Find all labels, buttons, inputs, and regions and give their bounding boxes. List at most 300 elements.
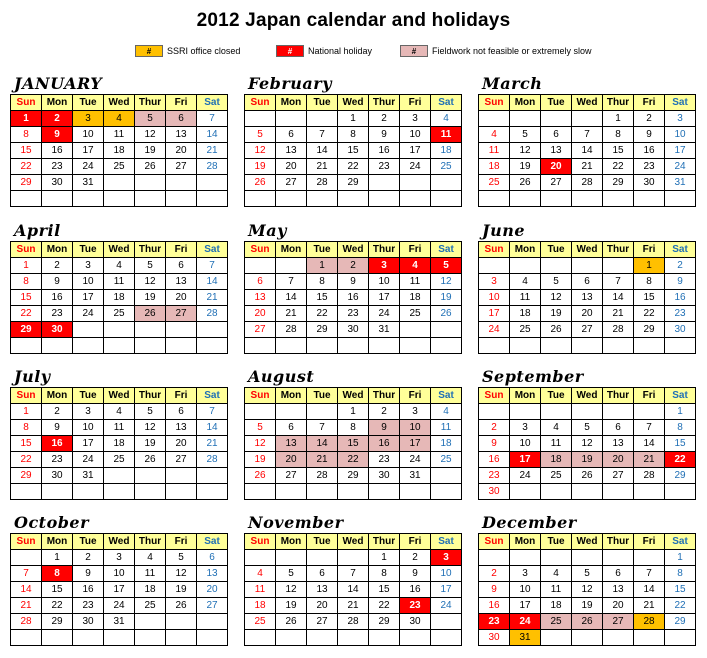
day-cell: 11	[245, 582, 276, 598]
legend-label-ssri: SSRI office closed	[167, 46, 241, 56]
day-cell: 17	[665, 143, 696, 159]
day-cell: 9	[479, 582, 510, 598]
week-row	[11, 111, 228, 127]
day-cell: 12	[510, 143, 541, 159]
day-cell: 2	[369, 111, 400, 127]
empty-cell	[338, 484, 369, 500]
day-cell: 28	[634, 468, 665, 484]
weekday-header: Sat	[197, 534, 228, 550]
empty-cell	[634, 404, 665, 420]
empty-cell	[307, 404, 338, 420]
empty-cell	[541, 484, 572, 500]
empty-cell	[541, 404, 572, 420]
empty-cell	[431, 614, 462, 630]
empty-cell	[541, 630, 572, 646]
empty-cell	[307, 111, 338, 127]
empty-cell	[572, 550, 603, 566]
day-cell: 10	[510, 582, 541, 598]
day-cell: 4	[135, 550, 166, 566]
day-cell: 5	[245, 127, 276, 143]
day-cell: 6	[541, 127, 572, 143]
week-row	[245, 191, 462, 207]
weekday-header: Sat	[431, 534, 462, 550]
weekday-header: Mon	[510, 95, 541, 111]
empty-cell	[634, 338, 665, 354]
weekday-header: Thur	[603, 534, 634, 550]
empty-cell	[42, 630, 73, 646]
day-cell: 8	[665, 566, 696, 582]
day-cell: 11	[431, 127, 462, 143]
day-cell: 20	[541, 159, 572, 175]
day-cell: 13	[276, 143, 307, 159]
empty-cell	[603, 404, 634, 420]
day-cell: 29	[338, 175, 369, 191]
day-cell: 14	[197, 420, 228, 436]
day-cell: 11	[541, 582, 572, 598]
week-row	[11, 630, 228, 646]
empty-cell	[338, 550, 369, 566]
week-row	[11, 452, 228, 468]
month-name: June	[482, 221, 526, 240]
day-cell: 29	[369, 614, 400, 630]
empty-cell	[431, 468, 462, 484]
month-table	[244, 387, 462, 500]
empty-cell	[42, 191, 73, 207]
weekday-header: Tue	[307, 534, 338, 550]
day-cell: 25	[104, 159, 135, 175]
week-row	[479, 630, 696, 646]
empty-cell	[197, 484, 228, 500]
weekday-header: Sun	[245, 242, 276, 258]
empty-cell	[400, 175, 431, 191]
day-cell: 13	[197, 566, 228, 582]
week-row	[11, 175, 228, 191]
day-cell: 15	[11, 143, 42, 159]
legend-swatch-fieldwork: #	[400, 45, 428, 57]
weekday-header: Thur	[369, 242, 400, 258]
empty-cell	[11, 630, 42, 646]
day-cell: 7	[197, 111, 228, 127]
day-cell: 21	[307, 159, 338, 175]
weekday-header: Thur	[135, 388, 166, 404]
day-cell: 29	[665, 468, 696, 484]
week-row	[479, 598, 696, 614]
day-cell: 28	[11, 614, 42, 630]
day-cell: 31	[510, 630, 541, 646]
day-cell: 27	[307, 614, 338, 630]
day-cell: 20	[276, 452, 307, 468]
day-cell: 8	[11, 420, 42, 436]
day-cell: 6	[166, 111, 197, 127]
day-cell: 7	[572, 127, 603, 143]
day-cell: 31	[665, 175, 696, 191]
day-cell: 15	[11, 436, 42, 452]
day-cell: 7	[338, 566, 369, 582]
day-cell: 31	[104, 614, 135, 630]
day-cell: 11	[104, 274, 135, 290]
day-cell: 19	[541, 306, 572, 322]
day-cell: 20	[166, 290, 197, 306]
day-cell: 16	[338, 290, 369, 306]
empty-cell	[135, 322, 166, 338]
day-cell: 3	[510, 566, 541, 582]
empty-cell	[307, 484, 338, 500]
day-cell: 21	[197, 290, 228, 306]
weekday-header: Sun	[245, 95, 276, 111]
week-row	[245, 143, 462, 159]
empty-cell	[276, 258, 307, 274]
empty-cell	[634, 630, 665, 646]
day-cell: 23	[73, 598, 104, 614]
weekday-header: Fri	[400, 242, 431, 258]
day-cell: 7	[11, 566, 42, 582]
day-cell: 30	[369, 468, 400, 484]
weekday-header: Sun	[479, 388, 510, 404]
day-cell: 12	[245, 143, 276, 159]
week-row	[245, 111, 462, 127]
day-cell: 26	[135, 306, 166, 322]
weekday-header: Sun	[479, 242, 510, 258]
weekday-header: Tue	[307, 388, 338, 404]
empty-cell	[276, 404, 307, 420]
weekday-header: Fri	[634, 534, 665, 550]
day-cell: 20	[197, 582, 228, 598]
day-cell: 1	[634, 258, 665, 274]
month-table	[244, 533, 462, 646]
day-cell: 23	[369, 452, 400, 468]
day-cell: 8	[42, 566, 73, 582]
day-cell: 2	[400, 550, 431, 566]
week-row	[245, 582, 462, 598]
day-cell: 2	[369, 404, 400, 420]
week-row	[479, 614, 696, 630]
weekday-header: Wed	[338, 95, 369, 111]
empty-cell	[135, 484, 166, 500]
day-cell: 6	[166, 404, 197, 420]
weekday-header: Fri	[634, 388, 665, 404]
month-january	[10, 74, 228, 207]
day-cell: 13	[603, 582, 634, 598]
day-cell: 26	[541, 322, 572, 338]
week-row	[479, 420, 696, 436]
weekday-header: Fri	[634, 242, 665, 258]
day-cell: 29	[665, 614, 696, 630]
day-cell: 26	[276, 614, 307, 630]
week-row	[11, 404, 228, 420]
day-cell: 26	[572, 614, 603, 630]
day-cell: 29	[11, 468, 42, 484]
day-cell: 1	[369, 550, 400, 566]
week-row	[11, 614, 228, 630]
day-cell: 17	[479, 306, 510, 322]
empty-cell	[307, 338, 338, 354]
month-table	[478, 387, 696, 500]
day-cell: 5	[135, 258, 166, 274]
day-cell: 27	[197, 598, 228, 614]
day-cell: 4	[479, 127, 510, 143]
day-cell: 9	[42, 420, 73, 436]
day-cell: 13	[276, 436, 307, 452]
day-cell: 30	[42, 468, 73, 484]
weekday-header: Tue	[541, 388, 572, 404]
day-cell: 8	[603, 127, 634, 143]
day-cell: 2	[73, 550, 104, 566]
day-cell: 9	[479, 436, 510, 452]
empty-cell	[197, 338, 228, 354]
weekday-header: Thur	[369, 95, 400, 111]
day-cell: 20	[603, 452, 634, 468]
empty-cell	[541, 111, 572, 127]
day-cell: 18	[541, 598, 572, 614]
week-row	[245, 614, 462, 630]
empty-cell	[73, 338, 104, 354]
empty-cell	[338, 630, 369, 646]
day-cell: 30	[634, 175, 665, 191]
day-cell: 15	[307, 290, 338, 306]
empty-cell	[634, 484, 665, 500]
day-cell: 17	[369, 290, 400, 306]
week-row	[479, 436, 696, 452]
weekday-header: Mon	[42, 534, 73, 550]
day-cell: 19	[245, 159, 276, 175]
day-cell: 21	[197, 143, 228, 159]
day-cell: 15	[338, 436, 369, 452]
day-cell: 24	[431, 598, 462, 614]
day-cell: 17	[73, 143, 104, 159]
day-cell: 23	[634, 159, 665, 175]
day-cell: 25	[135, 598, 166, 614]
day-cell: 6	[245, 274, 276, 290]
day-cell: 22	[338, 452, 369, 468]
day-cell: 3	[665, 111, 696, 127]
day-cell: 21	[338, 598, 369, 614]
empty-cell	[603, 191, 634, 207]
week-row	[479, 290, 696, 306]
weekday-header: Mon	[510, 388, 541, 404]
empty-cell	[479, 258, 510, 274]
weekday-header: Sat	[197, 95, 228, 111]
weekday-header: Thur	[135, 95, 166, 111]
weekday-header: Mon	[510, 242, 541, 258]
day-cell: 4	[245, 566, 276, 582]
day-cell: 7	[276, 274, 307, 290]
month-table	[244, 241, 462, 354]
day-cell: 27	[166, 159, 197, 175]
day-cell: 24	[479, 322, 510, 338]
empty-cell	[431, 484, 462, 500]
day-cell: 17	[431, 582, 462, 598]
day-cell: 19	[135, 436, 166, 452]
day-cell: 5	[541, 274, 572, 290]
empty-cell	[307, 191, 338, 207]
day-cell: 10	[73, 127, 104, 143]
day-cell: 14	[197, 127, 228, 143]
weekday-header: Sun	[11, 95, 42, 111]
empty-cell	[245, 484, 276, 500]
empty-cell	[276, 550, 307, 566]
day-cell: 27	[603, 468, 634, 484]
weekday-header: Sat	[665, 534, 696, 550]
day-cell: 22	[603, 159, 634, 175]
empty-cell	[135, 191, 166, 207]
month-july	[10, 367, 228, 500]
day-cell: 16	[42, 143, 73, 159]
day-cell: 6	[166, 258, 197, 274]
day-cell: 31	[369, 322, 400, 338]
day-cell: 30	[338, 322, 369, 338]
day-cell: 27	[245, 322, 276, 338]
week-row	[11, 436, 228, 452]
day-cell: 1	[11, 404, 42, 420]
weekday-header: Thur	[603, 95, 634, 111]
day-cell: 21	[572, 159, 603, 175]
week-row	[479, 550, 696, 566]
day-cell: 19	[431, 290, 462, 306]
empty-cell	[135, 630, 166, 646]
day-cell: 25	[104, 452, 135, 468]
day-cell: 1	[338, 404, 369, 420]
day-cell: 13	[307, 582, 338, 598]
day-cell: 14	[307, 143, 338, 159]
day-cell: 27	[276, 175, 307, 191]
empty-cell	[104, 484, 135, 500]
week-row	[479, 306, 696, 322]
weekday-header: Sun	[479, 534, 510, 550]
week-row	[245, 175, 462, 191]
day-cell: 10	[510, 436, 541, 452]
day-cell: 4	[541, 566, 572, 582]
day-cell: 19	[276, 598, 307, 614]
day-cell: 18	[104, 436, 135, 452]
day-cell: 29	[42, 614, 73, 630]
empty-cell	[42, 338, 73, 354]
week-row	[479, 159, 696, 175]
day-cell: 12	[135, 127, 166, 143]
week-row	[479, 338, 696, 354]
empty-cell	[603, 338, 634, 354]
weekday-header: Sat	[431, 242, 462, 258]
day-cell: 31	[400, 468, 431, 484]
day-cell: 19	[135, 143, 166, 159]
empty-cell	[166, 338, 197, 354]
empty-cell	[135, 614, 166, 630]
day-cell: 6	[572, 274, 603, 290]
month-table	[10, 94, 228, 207]
day-cell: 11	[104, 420, 135, 436]
day-cell: 13	[166, 420, 197, 436]
empty-cell	[400, 338, 431, 354]
weekday-header: Tue	[541, 242, 572, 258]
day-cell: 29	[11, 175, 42, 191]
day-cell: 3	[73, 258, 104, 274]
empty-cell	[245, 630, 276, 646]
day-cell: 16	[634, 143, 665, 159]
day-cell: 7	[197, 404, 228, 420]
empty-cell	[166, 614, 197, 630]
day-cell: 9	[665, 274, 696, 290]
empty-cell	[572, 630, 603, 646]
empty-cell	[197, 191, 228, 207]
day-cell: 25	[431, 452, 462, 468]
day-cell: 10	[73, 420, 104, 436]
week-row	[245, 598, 462, 614]
empty-cell	[245, 258, 276, 274]
week-row	[11, 420, 228, 436]
day-cell: 1	[338, 111, 369, 127]
weekday-header: Tue	[73, 242, 104, 258]
day-cell: 28	[603, 322, 634, 338]
empty-cell	[369, 630, 400, 646]
week-row	[245, 452, 462, 468]
day-cell: 4	[104, 111, 135, 127]
day-cell: 8	[11, 274, 42, 290]
week-row	[11, 258, 228, 274]
week-row	[11, 598, 228, 614]
week-row	[479, 191, 696, 207]
day-cell: 13	[166, 127, 197, 143]
day-cell: 6	[276, 127, 307, 143]
empty-cell	[603, 550, 634, 566]
day-cell: 22	[11, 452, 42, 468]
day-cell: 12	[572, 582, 603, 598]
empty-cell	[245, 404, 276, 420]
empty-cell	[11, 484, 42, 500]
day-cell: 7	[307, 420, 338, 436]
weekday-header: Thur	[603, 388, 634, 404]
empty-cell	[369, 191, 400, 207]
month-table	[10, 387, 228, 500]
empty-cell	[104, 191, 135, 207]
day-cell: 22	[665, 452, 696, 468]
day-cell: 16	[42, 436, 73, 452]
empty-cell	[572, 338, 603, 354]
day-cell: 12	[541, 290, 572, 306]
day-cell: 24	[73, 306, 104, 322]
day-cell: 1	[665, 404, 696, 420]
empty-cell	[665, 191, 696, 207]
empty-cell	[510, 111, 541, 127]
day-cell: 6	[603, 420, 634, 436]
empty-cell	[245, 550, 276, 566]
empty-cell	[11, 338, 42, 354]
month-table	[478, 94, 696, 207]
day-cell: 21	[276, 306, 307, 322]
empty-cell	[197, 468, 228, 484]
day-cell: 31	[73, 175, 104, 191]
empty-cell	[400, 322, 431, 338]
day-cell: 10	[400, 127, 431, 143]
day-cell: 4	[431, 404, 462, 420]
week-row	[11, 566, 228, 582]
empty-cell	[634, 550, 665, 566]
day-cell: 20	[166, 143, 197, 159]
day-cell: 25	[541, 468, 572, 484]
day-cell: 23	[479, 468, 510, 484]
empty-cell	[665, 630, 696, 646]
empty-cell	[431, 191, 462, 207]
day-cell: 5	[572, 420, 603, 436]
day-cell: 29	[11, 322, 42, 338]
day-cell: 5	[510, 127, 541, 143]
weekday-header: Mon	[510, 534, 541, 550]
day-cell: 5	[276, 566, 307, 582]
week-row	[11, 143, 228, 159]
day-cell: 20	[572, 306, 603, 322]
week-row	[479, 274, 696, 290]
day-cell: 21	[634, 452, 665, 468]
week-row	[245, 338, 462, 354]
day-cell: 4	[104, 258, 135, 274]
